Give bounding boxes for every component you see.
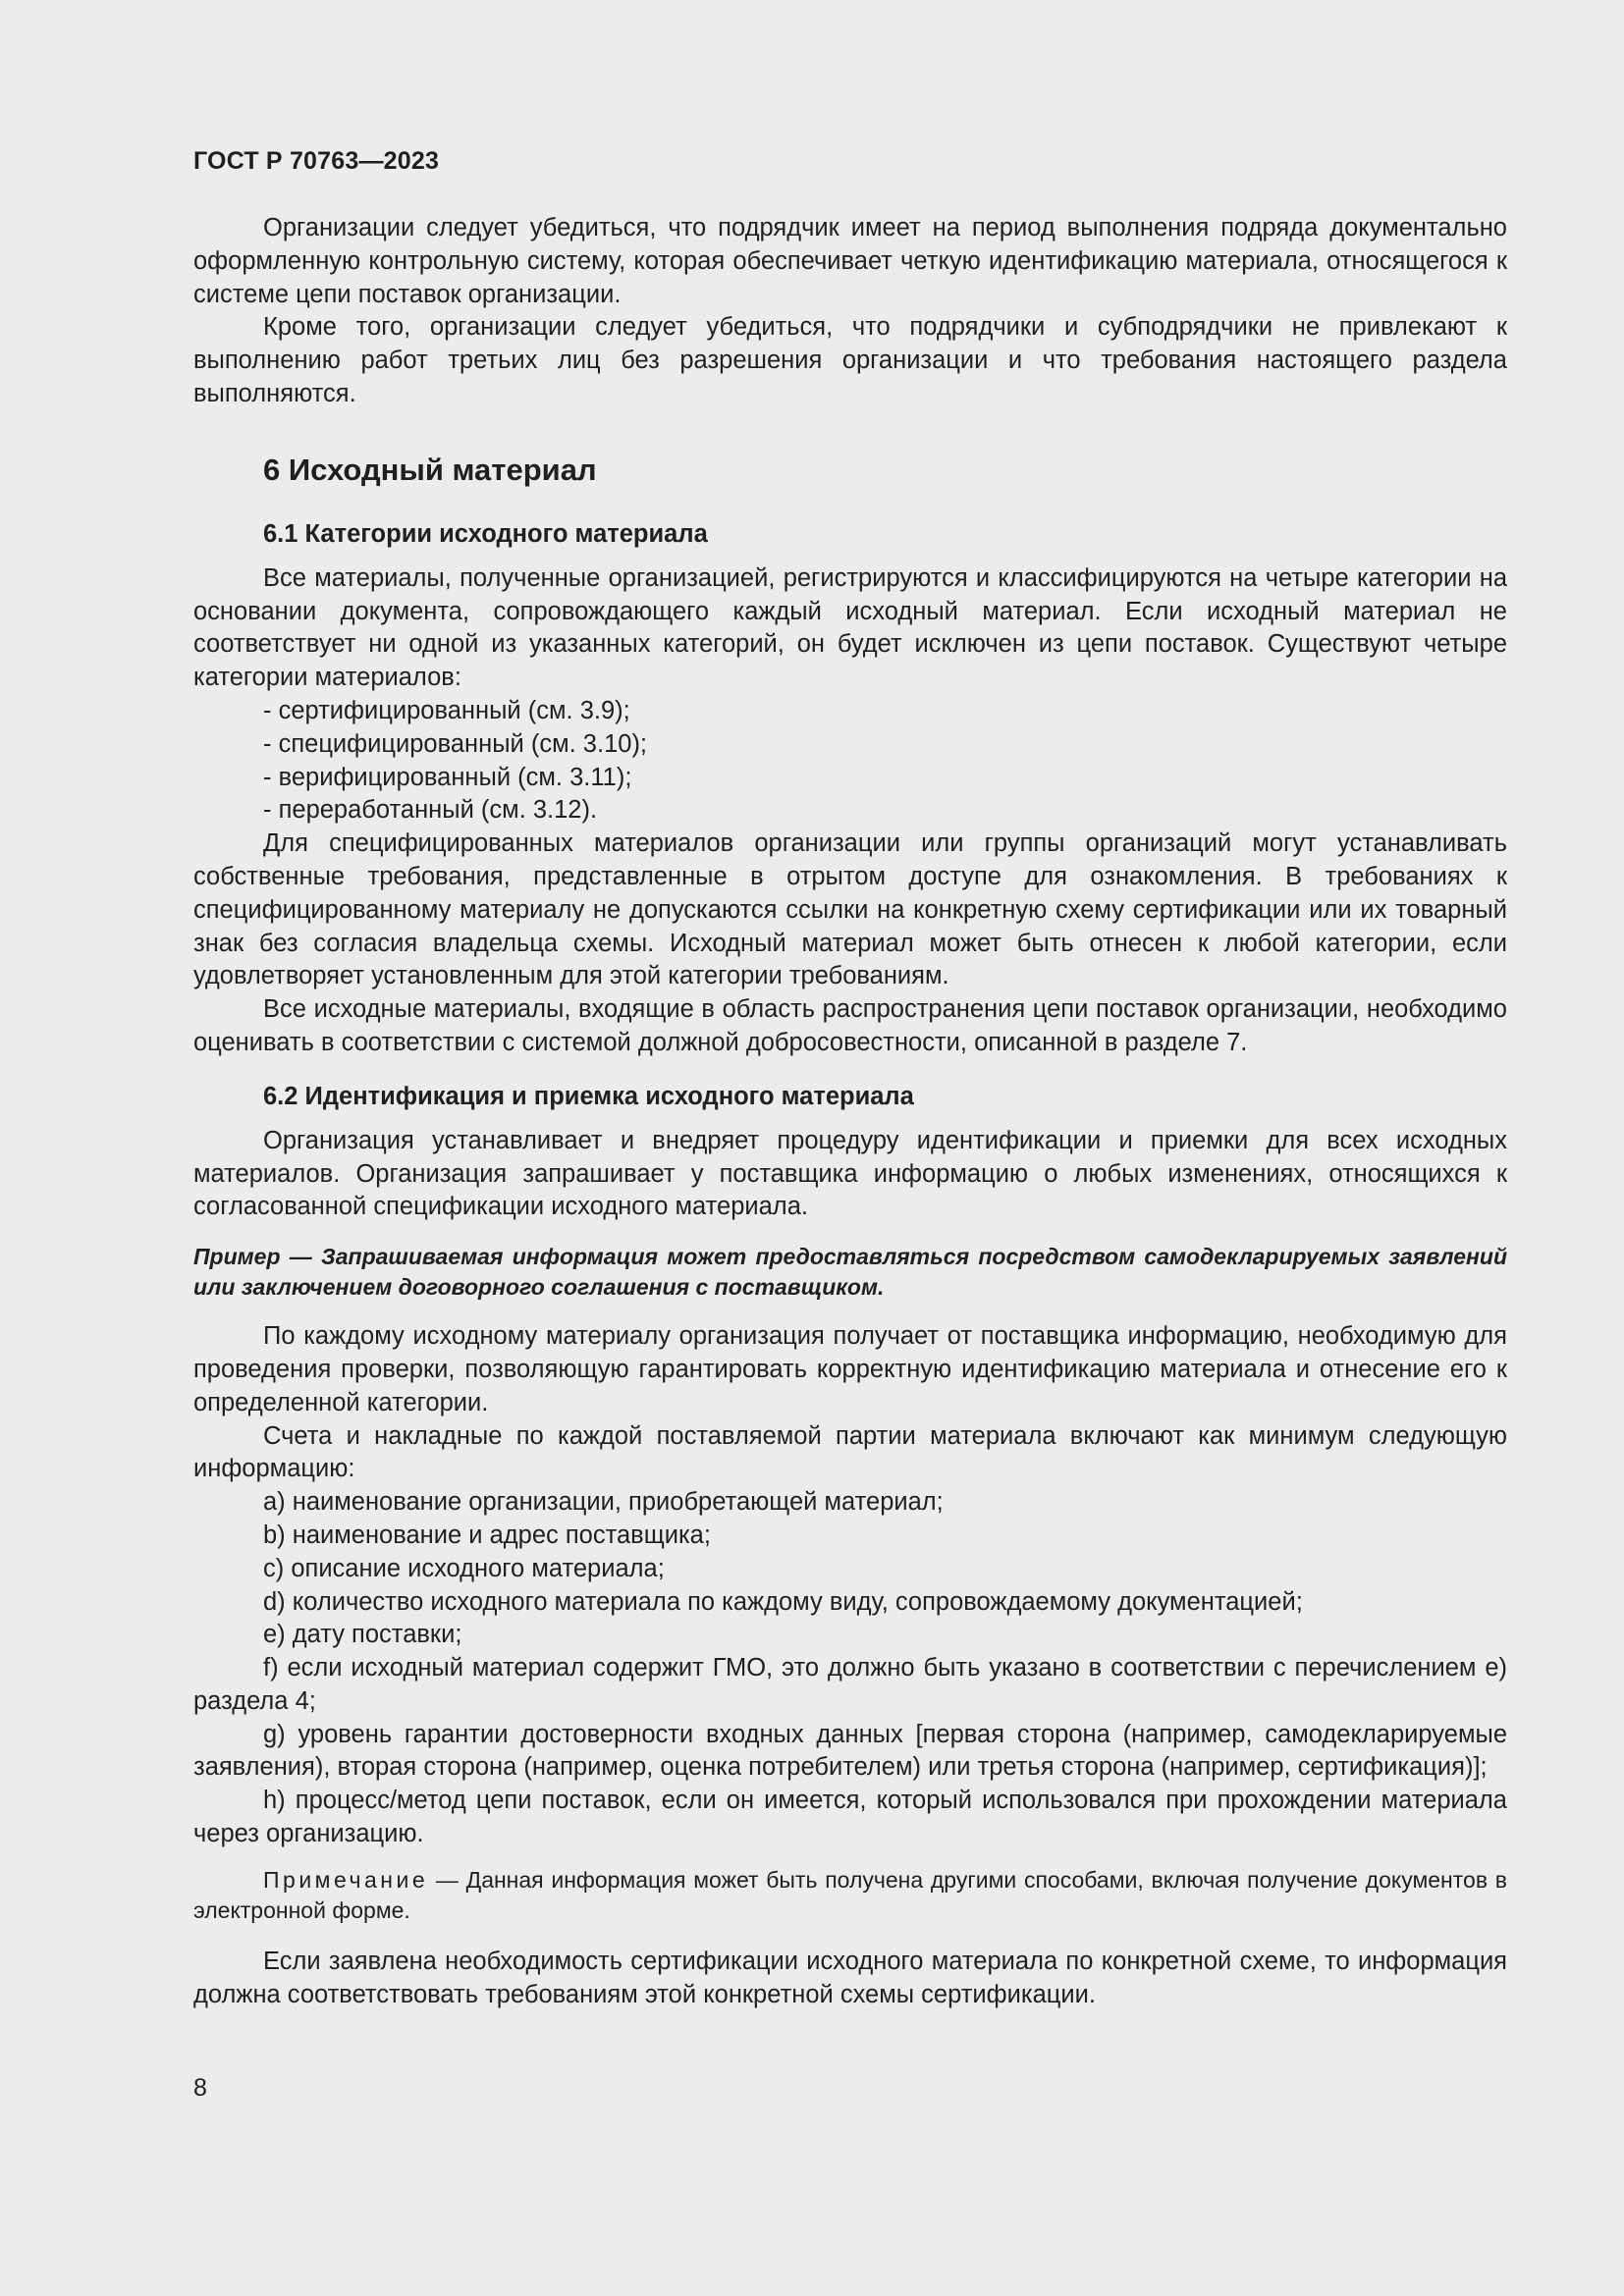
s62-paragraph-3: Счета и накладные по каждой поставляемой партии материала включают как минимум следующую информацию: — [193, 1421, 1507, 1483]
note-label: Примечание — [263, 1866, 429, 1893]
s62-paragraph-4: Если заявлена необходимость сертификации исходного материала по конкретной схеме, то информация должна соответствовать требованиям этой конкретной схемы сертификации. — [193, 1947, 1507, 2008]
invoice-list-item: d) количество исходного материала по каждому виду, сопровождаемому документацией; — [263, 1587, 1303, 1616]
s62-paragraph-1: Организация устанавливает и внедряет процедуру идентификации и приемки для всех исходных материалов. Организация запрашивает у поставщика информацию о любых изменениях, относящихся к согласованной спецификации исходного материала. — [193, 1126, 1507, 1221]
subsection-6-1-title: 6.1 Категории исходного материала — [263, 519, 708, 548]
s61-paragraph-2: Для специфицированных материалов организации или группы организаций могут устанавливать собственные требования, представленные в отрытом доступе для ознакомления. В требованиях к специфицированному материалу не допускаются ссылки на конкретную схему сертификации или их товарный знак без согласия владельца схемы. Исходный материал может быть отнесен к любой категории, если удовлетворяет установленным для этой категории требованиям. — [193, 829, 1507, 990]
s61-paragraph-3: Все исходные материалы, входящие в область распространения цепи поставок организации, необходимо оценивать в соответствии с системой должной добросовестности, описанной в разделе 7. — [193, 995, 1507, 1056]
invoice-list-item: a) наименование организации, приобретающей материал; — [263, 1488, 944, 1517]
invoice-list-item: h) процесс/метод цепи поставок, если он имеется, который использовался при прохождении материала через организацию. — [193, 1787, 1507, 1848]
document-code-header: ГОСТ Р 70763—2023 — [193, 147, 440, 175]
category-list-item: - переработанный (см. 3.12). — [263, 796, 598, 825]
s62-paragraph-2: По каждому исходному материалу организация получает от поставщика информацию, необходимую для проведения проверки, позволяющую гарантировать корректную идентификацию материала и отнесение его к определенной категории. — [193, 1322, 1507, 1416]
example-block: Пример — Запрашиваемая информация может предоставляться посредством самодекларируемых заявлений или заключением договорного соглашения с поставщиком. — [193, 1244, 1507, 1301]
note-text: — Данная информация может быть получена другими способами, включая получение документов в электронной форме. — [193, 1866, 1507, 1923]
category-list-item: - специфицированный (см. 3.10); — [263, 729, 648, 758]
section-6-title: 6 Исходный материал — [263, 452, 597, 487]
s61-paragraph-1: Все материалы, полученные организацией, регистрируются и классифицируются на четыре категории на основании документа, сопровождающего каждый исходный материал. Если исходный материал не соответствует ни одной из указанных категорий, он будет исключен из цепи поставок. Существуют четыре категории материалов: — [193, 563, 1507, 692]
invoice-list-item: c) описание исходного материала; — [263, 1554, 665, 1582]
category-list-item: - сертифицированный (см. 3.9); — [263, 696, 630, 724]
category-list-item: - верифицированный (см. 3.11); — [263, 763, 632, 791]
invoice-list-item: b) наименование и адрес поставщика; — [263, 1521, 711, 1549]
page-content — [193, 145, 1507, 2011]
subsection-6-2-title: 6.2 Идентификация и приемка исходного материала — [263, 1082, 914, 1110]
intro-paragraph-2: Кроме того, организации следует убедиться, что подрядчики и субподрядчики не привлекают к выполнению работ третьих лиц без разрешения организации и что требования настоящего раздела выполняются. — [193, 313, 1507, 407]
invoice-list-item: g) уровень гарантии достоверности входных данных [первая сторона (например, самодекларируемые заявления), вторая сторона (например, оценка потребителем) или третья сторона (например, сертификация)]; — [193, 1720, 1507, 1782]
note-block — [193, 1865, 1507, 1926]
page-number: 8 — [193, 2074, 207, 2102]
invoice-list-item: e) дату поставки; — [263, 1621, 462, 1649]
invoice-list-item: f) если исходный материал содержит ГМО, это должно быть указано в соответствии с перечислением e) раздела 4; — [193, 1654, 1507, 1715]
intro-paragraph-1: Организации следует убедиться, что подрядчик имеет на период выполнения подряда документально оформленную контрольную систему, которая обеспечивает четкую идентификацию материала, относящегося к системе цепи поставок организации. — [193, 214, 1507, 308]
